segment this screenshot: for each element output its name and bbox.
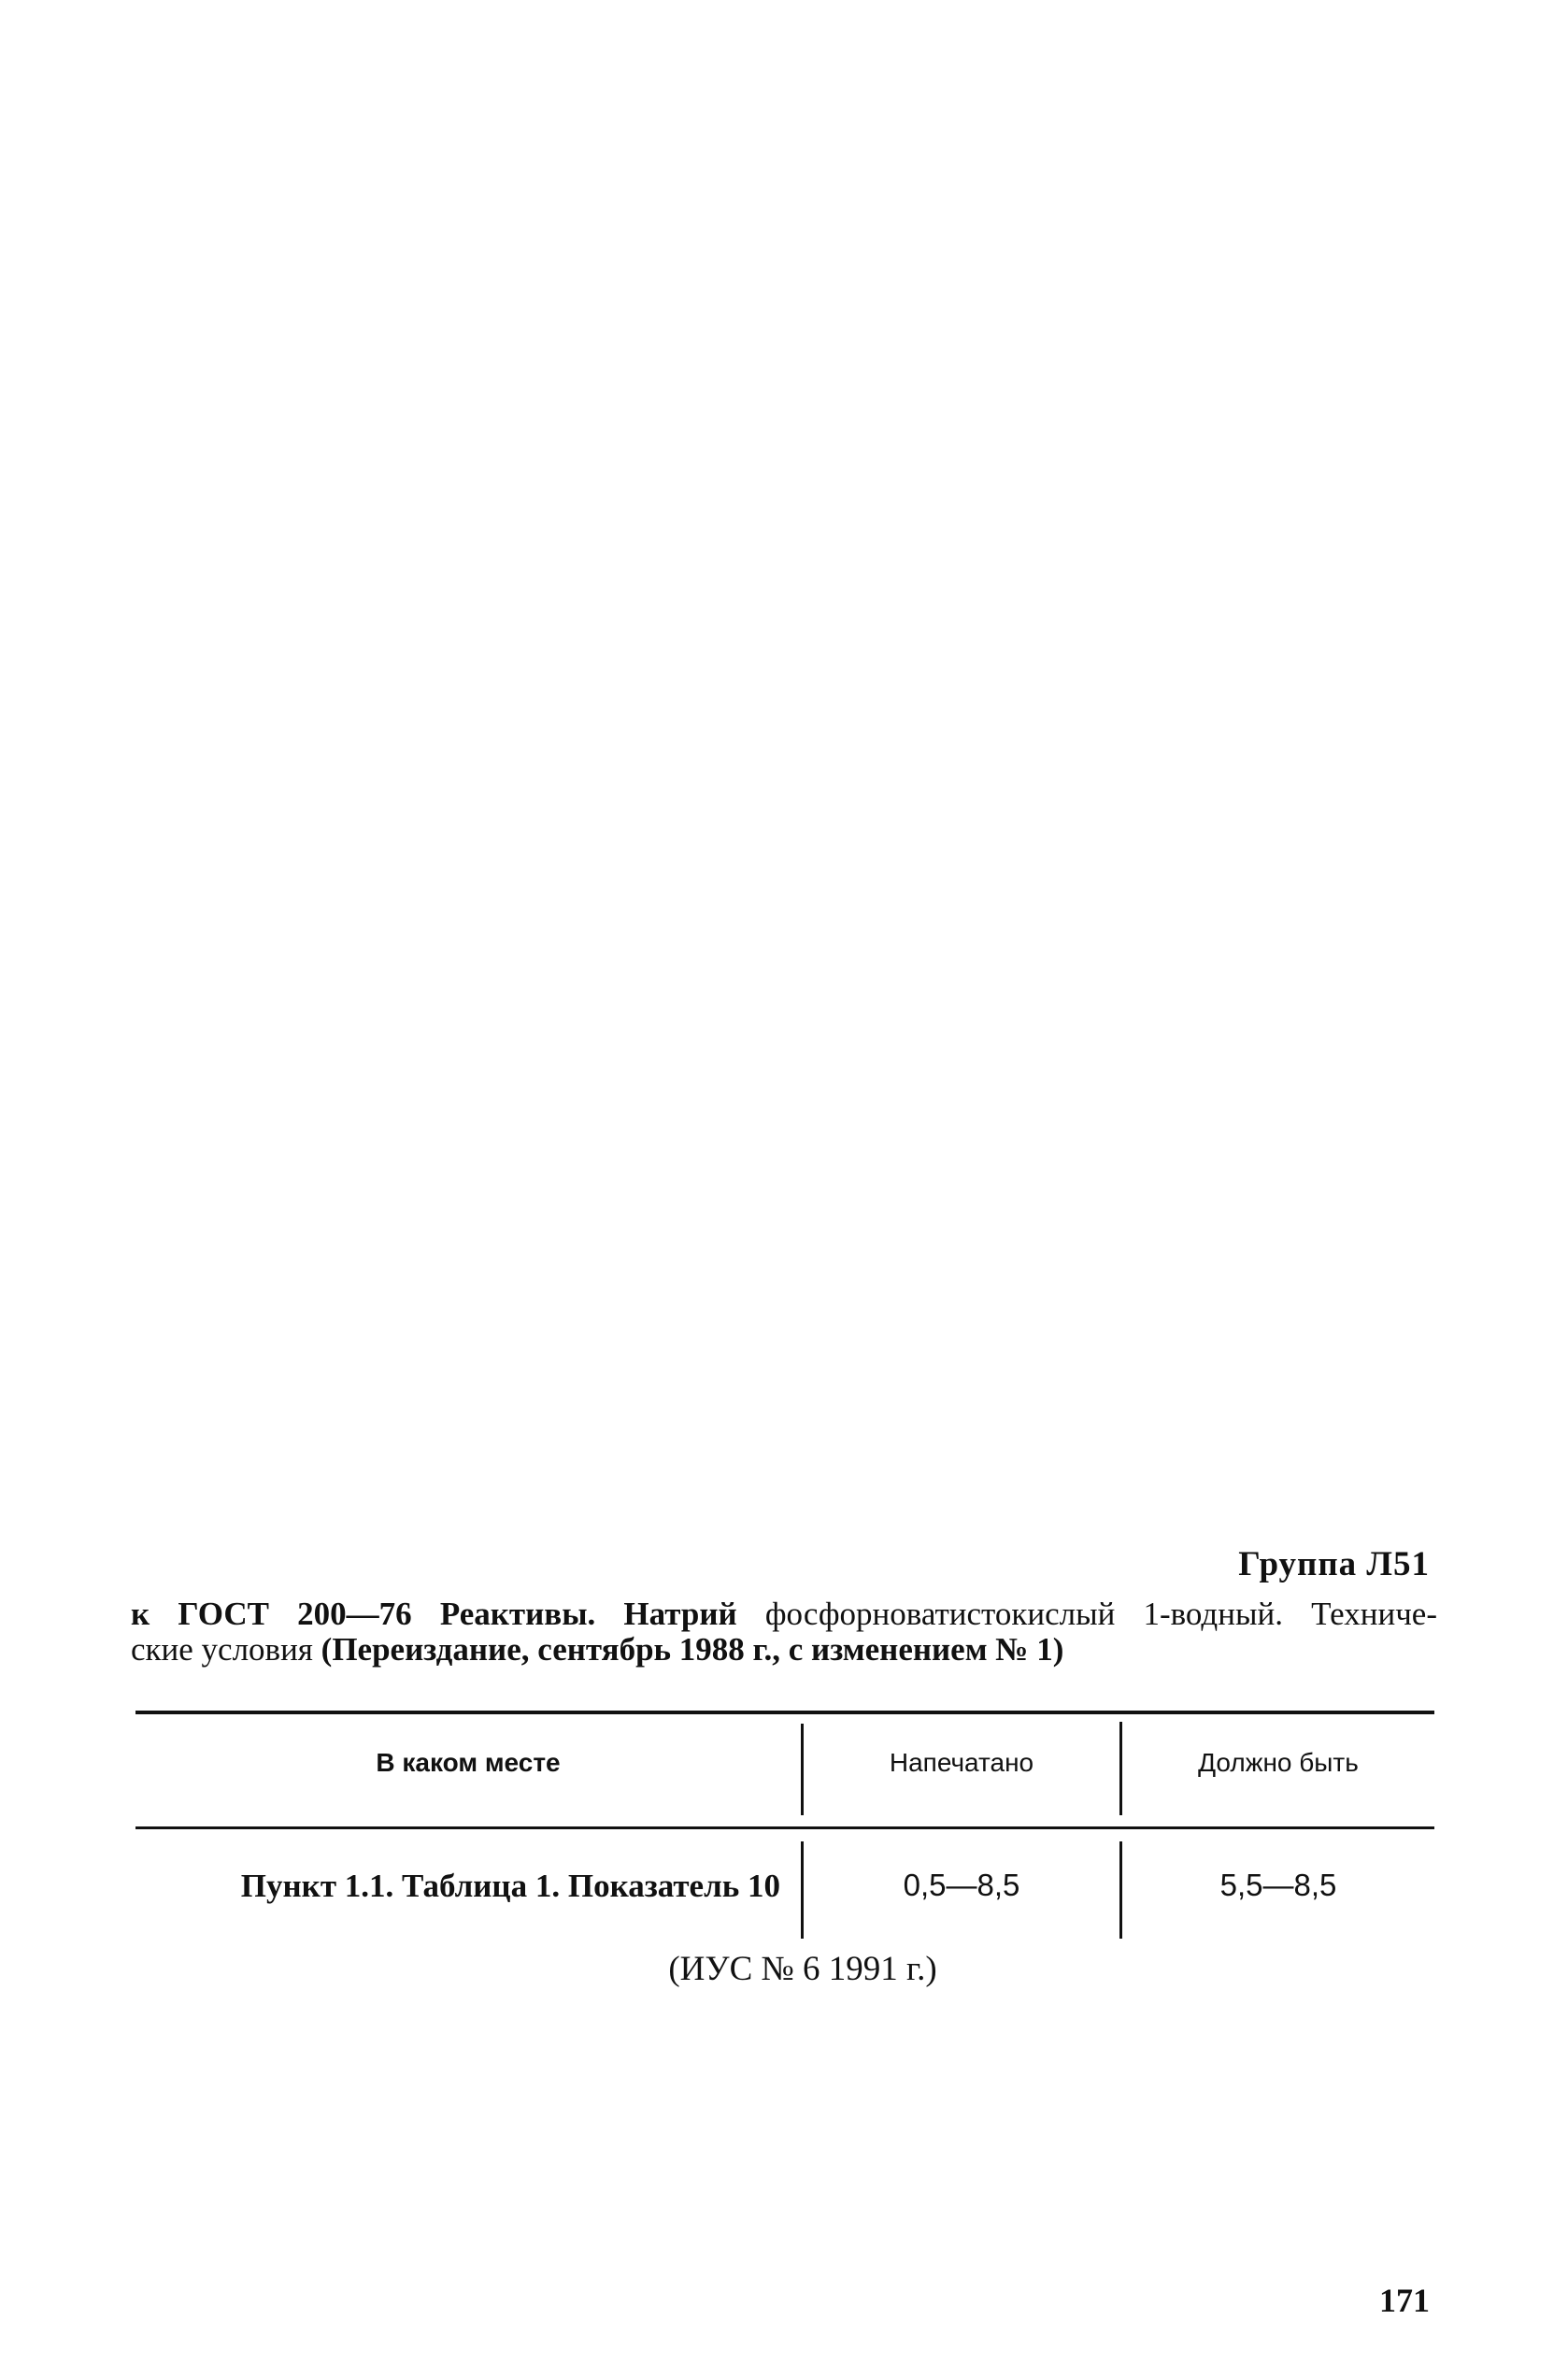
header-line-1-bold: к ГОСТ 200—76 Реактивы. Натрий [131,1596,737,1632]
document-header [131,1597,1437,1668]
header-line-2-normal: ские условия [131,1631,321,1668]
table-header-rule [135,1826,1434,1829]
header-line-2 [131,1632,1437,1668]
column-header-printed: Напечатано [889,1748,1034,1777]
header-line-2-bold: (Переиздание, сентябрь 1988 г., с изменением № 1) [321,1631,1064,1668]
source-note: (ИУС № 6 1991 г.) [668,1950,937,1988]
column-header-should-be: Должно быть [1198,1748,1359,1777]
page-number: 171 [1379,2282,1430,2319]
group-label: Группа Л51 [1238,1545,1430,1583]
table-row-should-be: 5,5—8,5 [1219,1868,1337,1902]
table-top-rule [135,1711,1434,1714]
table-row-printed: 0,5—8,5 [903,1868,1020,1902]
header-line-1-normal: фосфорноватистокислый 1-водный. Техниче- [736,1596,1437,1632]
table-row-location: Пункт 1.1. Таблица 1. Показатель 10 [240,1868,780,1904]
column-header-location: В каком месте [376,1748,561,1777]
amendment-table [135,1711,1434,1944]
header-line-1 [131,1597,1437,1632]
